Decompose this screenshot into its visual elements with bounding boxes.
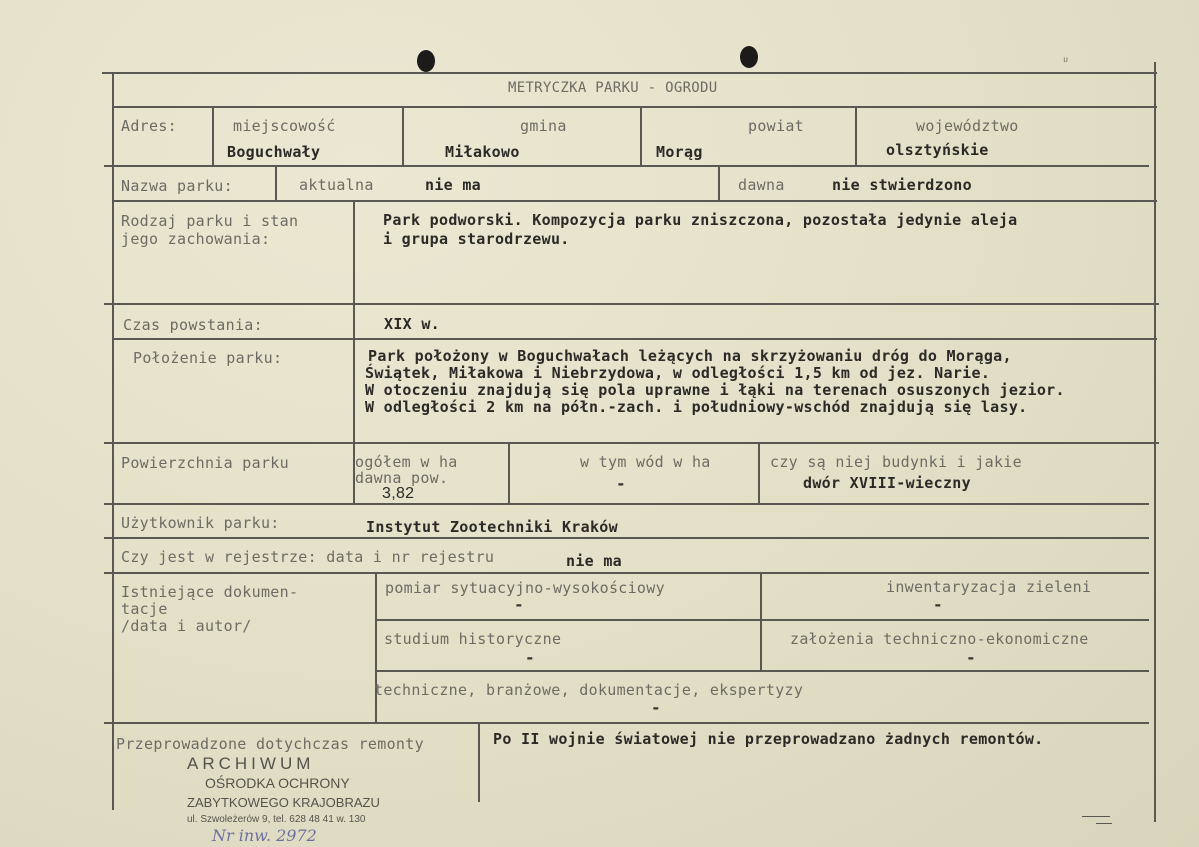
rule-rodzaj-bottom (104, 303, 1159, 305)
pow-div-2 (758, 442, 760, 503)
budynki-label: czy są niej budynki i jakie (770, 453, 1022, 471)
rule-top (102, 72, 1157, 74)
nazwa-div-2 (718, 165, 720, 200)
rule-nazwa-bottom (112, 200, 1157, 202)
rodzaj-label-line2: jego zachowania: (121, 230, 271, 248)
remonty-label: Przeprowadzone dotychczas remonty (116, 735, 424, 753)
rule-dok-mid1 (375, 619, 1149, 621)
zalozenia-label: założenia techniczno-ekonomiczne (790, 630, 1089, 648)
polozenie-line-3: W otoczeniu znajdują się pola uprawne i łąki na terenach osuszonych jezior. (365, 381, 1065, 399)
polozenie-line-4: W odległości 2 km na półn.-zach. i południowy-wschód znajdują się lasy. (365, 398, 1028, 416)
rodzaj-label-line1: Rodzaj parku i stan (121, 212, 299, 230)
polozenie-label: Położenie parku: (133, 349, 283, 367)
rule-uzytkownik-bottom (104, 537, 1149, 539)
wod-value: - (616, 474, 626, 493)
remonty-div (478, 722, 480, 802)
techniczne-label: techniczne, branżowe, dokumentacje, ekspertyzy (374, 681, 804, 699)
uzytkownik-label: Użytkownik parku: (121, 514, 280, 532)
border-left (112, 72, 114, 810)
adres-div-4 (855, 106, 857, 165)
dok-div-right (760, 572, 762, 670)
aktualna-value: nie ma (425, 176, 481, 194)
techniczne-value: - (651, 698, 661, 717)
czas-value: XIX w. (384, 315, 440, 333)
punch-hole-left (417, 50, 435, 72)
bottom-right-mark-2 (1096, 823, 1112, 824)
studium-value: - (525, 648, 535, 667)
form-title: METRYCZKA PARKU - OGRODU (508, 80, 718, 96)
punch-hole-right (740, 46, 758, 68)
wojewodztwo-value: olsztyńskie (886, 141, 989, 159)
nazwa-div-1 (275, 165, 277, 200)
adres-div-2 (402, 106, 404, 165)
gmina-value: Miłakowo (445, 143, 520, 161)
uzytkownik-value: Instytut Zootechniki Kraków (366, 518, 618, 536)
budynki-value: dwór XVIII-wieczny (803, 474, 971, 492)
archive-stamp-line3: ZABYTKOWEGO KRAJOBRAZU (187, 795, 380, 810)
pomiar-value: - (514, 595, 524, 614)
pomiar-label: pomiar sytuacyjno-wysokościowy (385, 579, 665, 597)
handwritten-inventory-number: Nr inw. 2972 (212, 826, 317, 845)
remonty-value: Po II wojnie światowej nie przeprowadzano żadnych remontów. (493, 730, 1044, 748)
polozenie-line-1: Park położony w Boguchwałach leżących na skrzyżowaniu dróg do Morąga, (368, 347, 1012, 365)
rodzaj-value-line1: Park podworski. Kompozycja parku zniszczona, pozostała jedynie aleja (383, 211, 1018, 229)
zalozenia-value: - (966, 648, 976, 667)
aktualna-label: aktualna (299, 176, 374, 194)
nazwa-label: Nazwa parku: (121, 177, 233, 195)
wojewodztwo-label: województwo (916, 117, 1019, 135)
rule-title-bottom (112, 106, 1157, 108)
rodzaj-value-line2: i grupa starodrzewu. (383, 230, 570, 248)
powiat-label: powiat (748, 117, 804, 135)
adres-div-1 (212, 106, 214, 165)
pow-div-1 (508, 442, 510, 503)
bottom-right-mark (1082, 816, 1110, 817)
adres-label: Adres: (121, 117, 177, 135)
rule-polozenie-bottom (104, 442, 1159, 444)
corner-mark: ᵁ (1062, 55, 1070, 69)
miejscowosc-value: Boguchwały (227, 143, 321, 161)
dok-div-main (375, 572, 377, 722)
rule-czas-bottom (112, 338, 1157, 340)
ogolem-value: 3,82 (382, 485, 415, 502)
dawna-pow-label: dawna pow. (355, 469, 449, 487)
rule-dok-mid2 (375, 670, 1149, 672)
adres-div-3 (640, 106, 642, 165)
rule-dok-bottom (104, 722, 1149, 724)
dawna-label: dawna (738, 176, 785, 194)
gmina-label: gmina (520, 117, 567, 135)
archive-stamp-line2: OŚRODKA OCHRONY (205, 775, 350, 791)
powierzchnia-label: Powierzchnia parku (121, 454, 289, 472)
ogolem-label: ogółem w ha (355, 453, 458, 471)
polozenie-line-2: Świątek, Miłakowa i Niebrzydowa, w odległości 1,5 km od jez. Narie. (365, 364, 991, 382)
archive-stamp-title: ARCHIWUM (187, 754, 315, 773)
miejscowosc-label: miejscowość (233, 117, 336, 135)
rejestr-label: Czy jest w rejestrze: data i nr rejestru (121, 548, 495, 566)
dawna-value: nie stwierdzono (832, 176, 972, 194)
rule-adres-bottom (104, 165, 1149, 167)
studium-label: studium historyczne (384, 630, 562, 648)
wod-label: w tym wód w ha (580, 453, 711, 471)
inwentaryzacja-value: - (933, 595, 943, 614)
czas-label: Czas powstania: (123, 316, 263, 334)
border-right (1154, 62, 1156, 822)
rejestr-value: nie ma (566, 552, 622, 570)
dok-label-line3: /data i autor/ (121, 617, 252, 635)
inwentaryzacja-label: inwentaryzacja zieleni (886, 578, 1092, 596)
rule-rejestr-bottom (104, 572, 1149, 574)
dok-label-line1: Istniejące dokumen- (121, 583, 299, 601)
archive-stamp-address: ul. Szwoleżerów 9, tel. 628 48 41 w. 130 (187, 814, 366, 825)
dok-label-line2: tacje (121, 600, 168, 618)
powiat-value: Morąg (656, 143, 703, 161)
rule-powierzchnia-bottom (104, 503, 1149, 505)
